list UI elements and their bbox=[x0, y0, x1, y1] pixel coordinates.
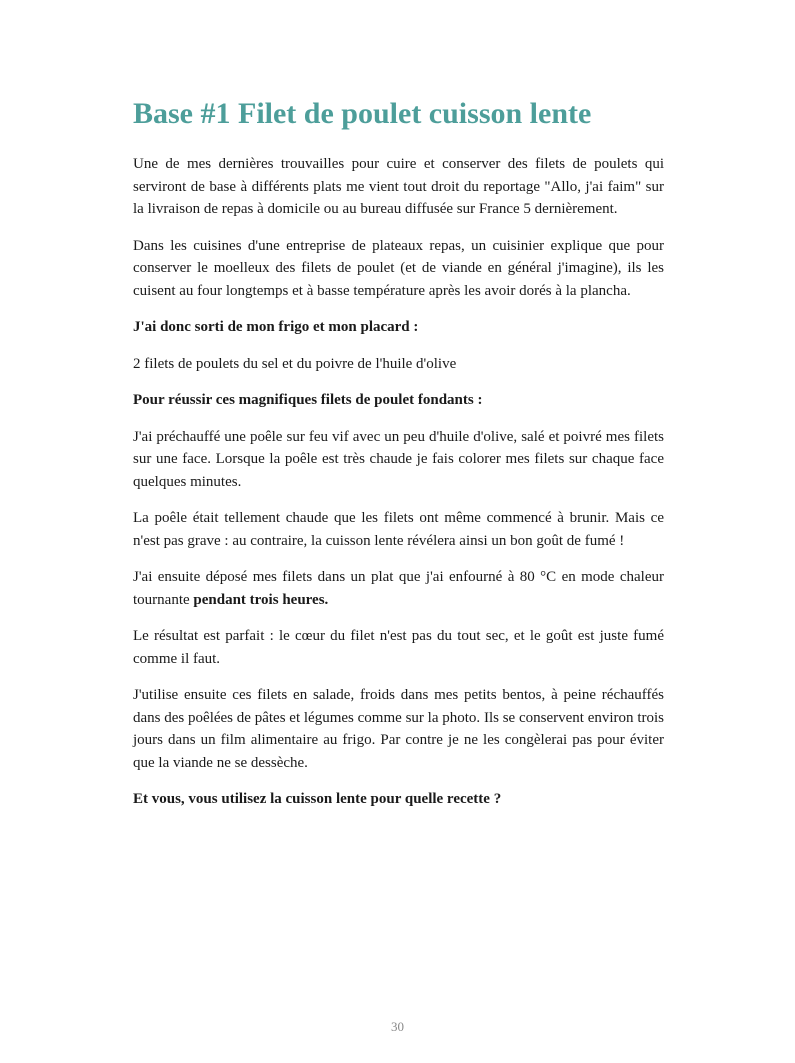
paragraph-step-oven-text: J'ai ensuite déposé mes filets dans un plat que j'ai enfourné à 80 °C en mode chaleur tournante bbox=[133, 569, 664, 608]
heading-method: Pour réussir ces magnifiques filets de poulet fondants : bbox=[133, 392, 483, 408]
paragraph-intro: Une de mes dernières trouvailles pour cuire et conserver des filets de poulets qui serviront de base à différents plats me vient tout droit du reportage "Allo, j'ai faim" sur la livraison de repas à domicile ou au bureau diffusée sur France 5 dernièrement. bbox=[133, 156, 664, 217]
paragraph-step-searing: J'ai préchauffé une poêle sur feu vif avec un peu d'huile d'olive, salé et poivré mes filets sur une face. Lorsque la poêle est très chaude je fais colorer mes filets sur chaque face quelques minutes. bbox=[133, 428, 664, 490]
heading-question: Et vous, vous utilisez la cuisson lente pour quelle recette ? bbox=[133, 791, 502, 807]
paragraph-ingredients: 2 filets de poulets du sel et du poivre de l'huile d'olive bbox=[133, 355, 457, 372]
paragraph-step-oven bbox=[133, 566, 664, 611]
paragraph-step-browning: La poêle était tellement chaude que les filets ont même commencé à brunir. Mais ce n'est pas grave : au contraire, la cuisson lente révélera ainsi un bon goût de fumé ! bbox=[133, 510, 664, 549]
paragraph-result: Le résultat est parfait : le cœur du filet n'est pas du tout sec, et le goût est juste fumé comme il faut. bbox=[133, 628, 664, 667]
heading-ingredients: J'ai donc sorti de mon frigo et mon placard : bbox=[133, 319, 419, 335]
paragraph-step-oven-bold: pendant trois heures. bbox=[193, 591, 329, 608]
page-number: 30 bbox=[391, 1019, 404, 1034]
page-content bbox=[133, 96, 664, 825]
page-title: Base #1 Filet de poulet cuisson lente bbox=[133, 97, 592, 130]
paragraph-context: Dans les cuisines d'une entreprise de plateaux repas, un cuisinier explique que pour conserver le moelleux des filets de poulet (et de viande en général j'imagine), ils les cuisent au four longtemps et à basse température après les avoir dorés à la plancha. bbox=[133, 237, 664, 299]
paragraph-usage: J'utilise ensuite ces filets en salade, froids dans mes petits bentos, à peine réchauffés dans des poêlées de pâtes et légumes comme sur la photo. Ils se conservent environ trois jours dans un film alimentaire au frigo. Par contre je ne les congèlerai pas pour éviter que la viande ne se dessèche. bbox=[133, 687, 664, 771]
